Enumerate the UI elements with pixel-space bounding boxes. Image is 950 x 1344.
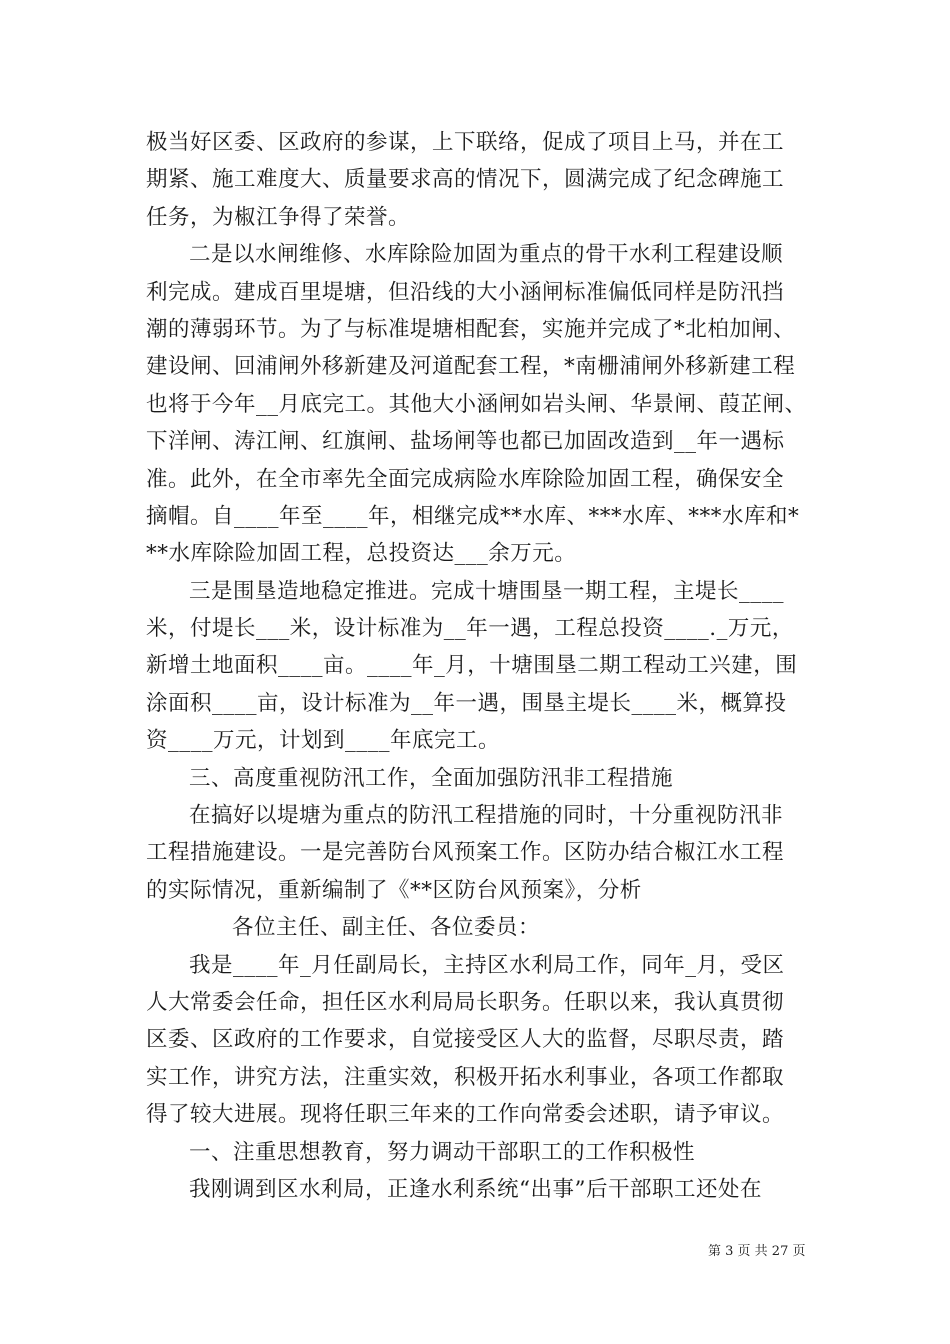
text-line: 人大常委会任命，担任区水利局局长职务。任职以来，我认真贯彻 [146,989,785,1015]
text-line: 潮的薄弱环节。为了与标准堤塘相配套，实施并完成了*北柏加闸、 [146,316,796,342]
text-line: 工程措施建设。一是完善防台风预案工作。区防办结合椒江水工程 [146,840,785,866]
page-number: 第 3 页 共 27 页 [708,1244,806,1259]
text-line: 准。此外，在全市率先全面完成病险水库除险加固工程，确保安全 [146,466,785,492]
text-line: 区委、区政府的工作要求，自觉接受区人大的监督，尽职尽责，踏 [146,1027,785,1053]
text-line: 在搞好以堤塘为重点的防汛工程措施的同时，十分重视防汛非 [189,803,784,829]
text-line: 三是围垦造地稳定推进。完成十塘围垦一期工程，主堤长____ [189,578,785,604]
text-line: 摘帽。自____年至____年，相继完成**水库、***水库、***水库和* [146,503,800,529]
salutation: 各位主任、副主任、各位委员： [232,915,541,941]
body-text [146,124,826,1208]
text-line: 下洋闸、涛江闸、红旗闸、盐场闸等也都已加固改造到__年一遇标 [146,429,785,455]
section-heading: 三、高度重视防汛工作，全面加强防汛非工程措施 [189,765,674,791]
text-line: 也将于今年__月底完工。其他大小涵闸如岩头闸、华景闸、葭芷闸、 [146,391,807,417]
text-line: 期紧、施工难度大、质量要求高的情况下，圆满完成了纪念碑施工 [146,167,785,193]
text-line: 二是以水闸维修、水库除险加固为重点的骨干水利工程建设顺 [189,242,784,268]
text-line: 新增土地面积____亩。____年_月，十塘围垦二期工程动工兴建，围 [146,653,798,679]
text-line: 涂面积____亩，设计标准为__年一遇，围垦主堤长____米，概算投 [146,690,787,716]
text-line: 利完成。建成百里堤塘，但沿线的大小涵闸标准偏低同样是防汛挡 [146,279,785,305]
text-line: 得了较大进展。现将任职三年来的工作向常委会述职，请予审议。 [146,1102,785,1128]
text-line: **水库除险加固工程，总投资达___余万元。 [146,541,577,567]
text-line: 资____万元，计划到____年底完工。 [146,728,501,754]
text-line: 建设闸、回浦闸外移新建及河道配套工程，*南栅浦闸外移新建工程 [146,354,796,380]
text-line: 实工作，讲究方法，注重实效，积极开拓水利事业，各项工作都取 [146,1064,785,1090]
text-line: 极当好区委、区政府的参谋，上下联络，促成了项目上马，并在工 [146,130,785,155]
text-line: 我刚调到区水利局，正逢水利系统“出事”后干部职工还处在 [189,1176,762,1202]
text-line: 米，付堤长___米，设计标准为__年一遇，工程总投资____._万元， [146,616,794,642]
text-line: 的实际情况，重新编制了《**区防台风预案》，分析 [146,877,642,903]
text-line: 我是____年_月任副局长，主持区水利局工作，同年_月，受区 [189,952,785,978]
text-line: 任务，为椒江争得了荣誉。 [146,204,411,230]
section-heading: 一、注重思想教育，努力调动干部职工的工作积极性 [189,1139,696,1165]
